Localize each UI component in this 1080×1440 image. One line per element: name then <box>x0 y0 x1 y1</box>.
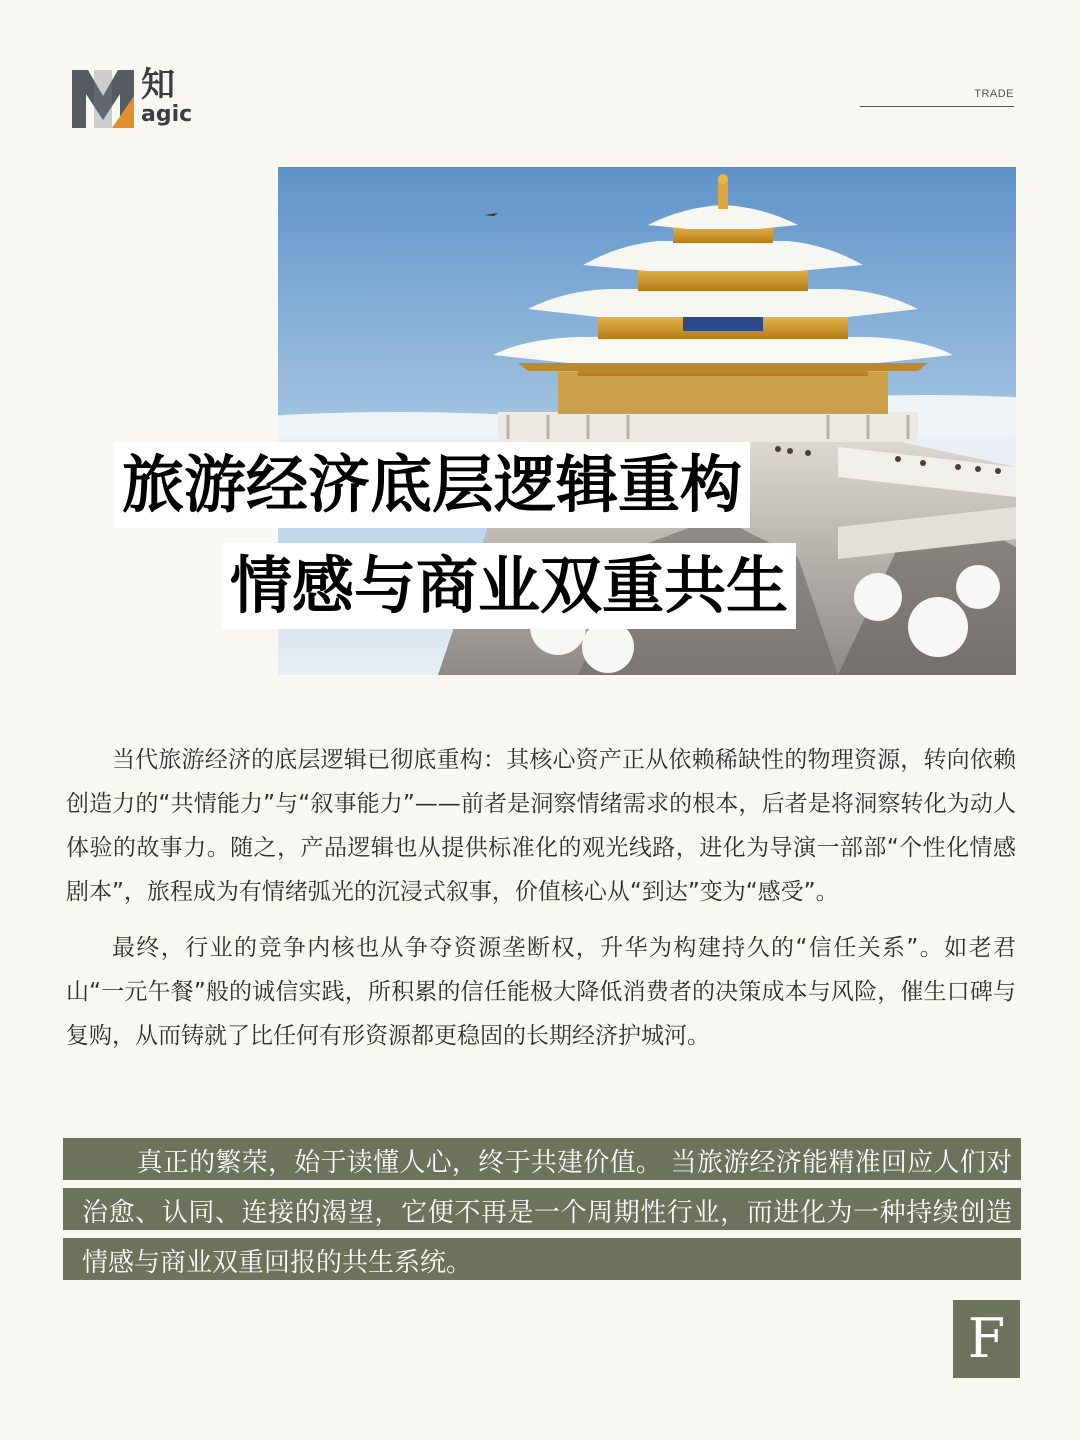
brand-wordmark <box>141 65 193 127</box>
brand-logo-zh: 知 <box>141 65 175 105</box>
tag-underline <box>860 106 1014 107</box>
paragraph-2: 最终，行业的竞争内核也从争夺资源垄断权，升华为构建持久的“信任关系”。如老君山“一元午餐”般的诚信实践，所积累的信任能极大降低消费者的决策成本与风险，催生口碑与复购，从而铸就了比任何有形资源都更稳固的长期经济护城河。 <box>66 935 1016 1049</box>
page-title-line-1: 旅游经济底层逻辑重构 <box>114 442 750 528</box>
article-body <box>66 738 1016 1070</box>
corner-letter-badge: F <box>953 1300 1020 1378</box>
brand-logo-en: agic <box>141 102 193 127</box>
page-title-line-2: 情感与商业双重共生 <box>222 543 796 629</box>
paragraph-1: 当代旅游经济的底层逻辑已彻底重构：其核心资产正从依赖稀缺性的物理资源，转向依赖创造力的“共情能力”与“叙事能力”——前者是洞察情绪需求的根本，后者是将洞察转化为动人体验的故事力。随之，产品逻辑也从提供标准化的观光线路，进化为导演一部部“个性化情感剧本”，旅程成为有情绪弧光的沉浸式叙事，价值核心从“到达”变为“感受”。 <box>66 747 1016 905</box>
section-tag: TRADE <box>974 88 1014 100</box>
highlight-quote: 真正的繁荣，始于读懂人心，终于共建价值。 当旅游经济能精准回应人们对治愈、认同、连接的渴望，它便不再是一个周期性行业，而进化为一种持续创造情感与商业双重回报的共生系统。 <box>82 1148 1012 1278</box>
